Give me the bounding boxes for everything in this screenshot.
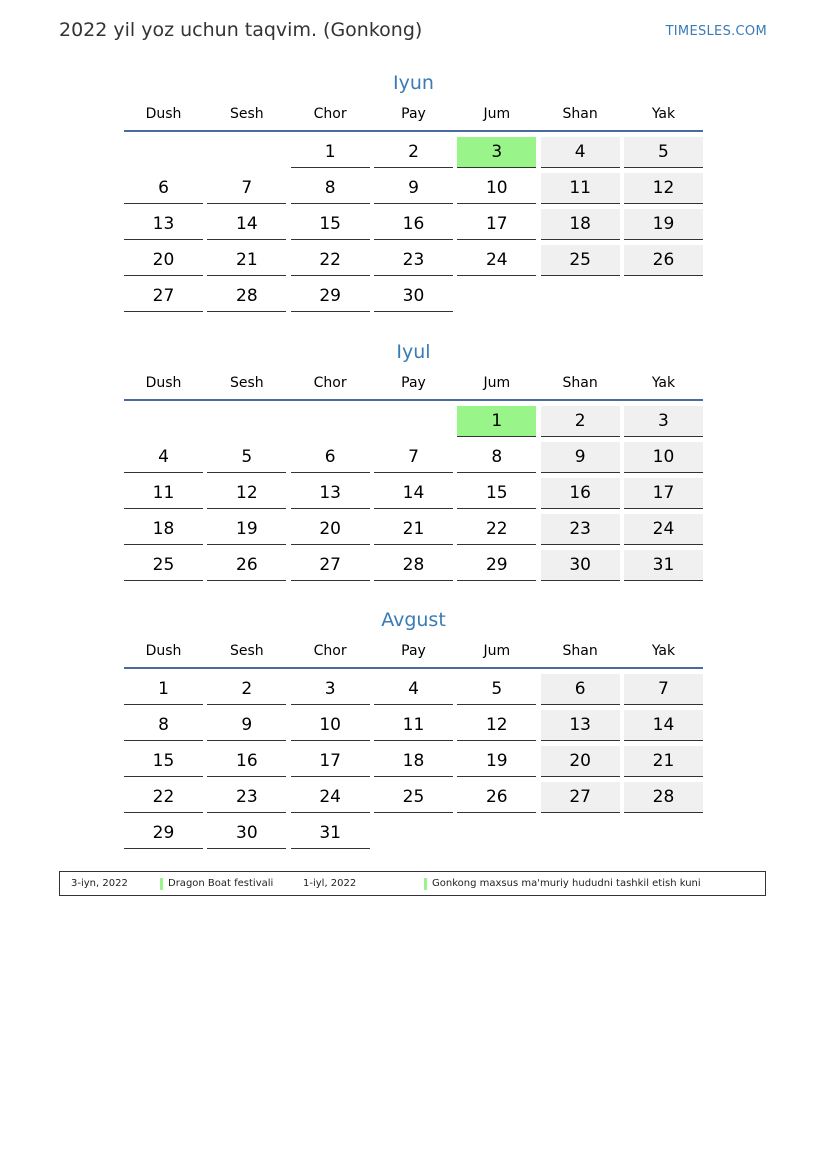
week-row (124, 209, 703, 245)
empty-day-cell (291, 406, 370, 437)
day-cell: 17 (457, 209, 536, 240)
empty-day-cell (541, 818, 620, 849)
day-cell: 26 (457, 782, 536, 813)
day-cell: 13 (541, 710, 620, 741)
day-cell: 24 (291, 782, 370, 813)
day-cell: 29 (124, 818, 203, 849)
day-cell: 20 (541, 746, 620, 777)
week-row (124, 674, 703, 710)
day-cell: 18 (541, 209, 620, 240)
day-cell: 20 (124, 245, 203, 276)
day-cell: 1 (124, 674, 203, 705)
day-cell: 31 (291, 818, 370, 849)
day-cell: 2 (207, 674, 286, 705)
day-cell: 9 (541, 442, 620, 473)
day-cell: 4 (541, 137, 620, 168)
day-cell: 24 (624, 514, 703, 545)
day-cell: 6 (291, 442, 370, 473)
weekday-label: Sesh (229, 106, 264, 122)
day-cell: 27 (124, 281, 203, 312)
weekday-label: Chor (313, 375, 347, 391)
week-row (124, 782, 703, 818)
day-cell: 14 (624, 710, 703, 741)
week-row (124, 281, 703, 317)
empty-day-cell (624, 818, 703, 849)
day-cell: 24 (457, 245, 536, 276)
day-cell: 6 (124, 173, 203, 204)
day-cell: 11 (541, 173, 620, 204)
holiday-color-marker (424, 878, 427, 890)
day-cell: 7 (624, 674, 703, 705)
day-cell: 30 (374, 281, 453, 312)
weekday-label: Shan (562, 643, 598, 659)
holiday-legend (59, 871, 766, 896)
month-name: Avgust (381, 609, 446, 631)
weeks-grid (124, 669, 703, 854)
day-cell: 5 (624, 137, 703, 168)
day-cell: 18 (374, 746, 453, 777)
day-cell: 21 (207, 245, 286, 276)
weekday-header-row (124, 98, 703, 132)
day-cell: 23 (374, 245, 453, 276)
day-cell: 8 (457, 442, 536, 473)
day-cell: 21 (624, 746, 703, 777)
day-cell: 22 (124, 782, 203, 813)
weekday-label: Dush (145, 643, 182, 659)
weekday-label: Shan (562, 375, 598, 391)
day-cell: 25 (374, 782, 453, 813)
weekday-label: Dush (145, 375, 182, 391)
weeks-grid (124, 132, 703, 317)
week-row (124, 245, 703, 281)
day-cell: 15 (124, 746, 203, 777)
day-cell: 29 (457, 550, 536, 581)
weekday-label: Jum (483, 375, 511, 391)
day-cell: 9 (374, 173, 453, 204)
weekday-label: Dush (145, 106, 182, 122)
day-cell: 14 (374, 478, 453, 509)
weekday-label: Shan (562, 106, 598, 122)
day-cell: 4 (374, 674, 453, 705)
day-cell: 12 (207, 478, 286, 509)
day-cell: 12 (457, 710, 536, 741)
weekday-header-row (124, 367, 703, 401)
month-june (124, 68, 703, 317)
empty-day-cell (457, 818, 536, 849)
week-row (124, 746, 703, 782)
day-cell: 28 (374, 550, 453, 581)
empty-day-cell (124, 137, 203, 168)
day-cell: 13 (124, 209, 203, 240)
day-cell: 19 (624, 209, 703, 240)
day-cell: 11 (124, 478, 203, 509)
site-link[interactable]: TIMESLES.COM (665, 24, 767, 39)
holiday-day-cell: 3 (457, 137, 536, 168)
holiday-day-cell: 1 (457, 406, 536, 437)
empty-day-cell (207, 137, 286, 168)
legend-date: 3-iyn, 2022 (71, 878, 128, 889)
empty-day-cell (374, 406, 453, 437)
empty-day-cell (207, 406, 286, 437)
weekday-label: Pay (401, 375, 426, 391)
day-cell: 16 (374, 209, 453, 240)
day-cell: 2 (374, 137, 453, 168)
day-cell: 20 (291, 514, 370, 545)
day-cell: 26 (207, 550, 286, 581)
day-cell: 30 (207, 818, 286, 849)
legend-holiday-name: Gonkong maxsus ma'muriy hududni tashkil etish kuni (432, 878, 701, 889)
day-cell: 11 (374, 710, 453, 741)
day-cell: 4 (124, 442, 203, 473)
day-cell: 27 (291, 550, 370, 581)
day-cell: 14 (207, 209, 286, 240)
day-cell: 17 (624, 478, 703, 509)
weekday-label: Chor (313, 106, 347, 122)
day-cell: 28 (207, 281, 286, 312)
week-row (124, 514, 703, 550)
day-cell: 12 (624, 173, 703, 204)
legend-date: 1-iyl, 2022 (303, 878, 357, 889)
weekday-label: Jum (483, 106, 511, 122)
day-cell: 31 (624, 550, 703, 581)
day-cell: 15 (457, 478, 536, 509)
day-cell: 15 (291, 209, 370, 240)
weekday-label: Chor (313, 643, 347, 659)
day-cell: 10 (291, 710, 370, 741)
day-cell: 10 (457, 173, 536, 204)
day-cell: 8 (291, 173, 370, 204)
day-cell: 21 (374, 514, 453, 545)
day-cell: 5 (207, 442, 286, 473)
day-cell: 16 (541, 478, 620, 509)
day-cell: 10 (624, 442, 703, 473)
weeks-grid (124, 401, 703, 586)
weekday-label: Yak (651, 643, 676, 659)
day-cell: 19 (207, 514, 286, 545)
day-cell: 26 (624, 245, 703, 276)
weekday-label: Pay (401, 643, 426, 659)
week-row (124, 137, 703, 173)
week-row (124, 406, 703, 442)
day-cell: 13 (291, 478, 370, 509)
weekday-label: Jum (483, 643, 511, 659)
empty-day-cell (124, 406, 203, 437)
page-title: 2022 yil yoz uchun taqvim. (Gonkong) (59, 19, 423, 41)
weekday-label: Yak (651, 106, 676, 122)
empty-day-cell (457, 281, 536, 312)
day-cell: 3 (291, 674, 370, 705)
day-cell: 25 (124, 550, 203, 581)
day-cell: 18 (124, 514, 203, 545)
month-name: Iyul (396, 341, 431, 363)
day-cell: 6 (541, 674, 620, 705)
week-row (124, 550, 703, 586)
day-cell: 3 (624, 406, 703, 437)
month-name: Iyun (393, 72, 434, 94)
day-cell: 7 (374, 442, 453, 473)
day-cell: 23 (541, 514, 620, 545)
week-row (124, 173, 703, 209)
day-cell: 29 (291, 281, 370, 312)
day-cell: 2 (541, 406, 620, 437)
day-cell: 28 (624, 782, 703, 813)
day-cell: 23 (207, 782, 286, 813)
legend-holiday-name: Dragon Boat festivali (168, 878, 274, 889)
weekday-header-row (124, 635, 703, 669)
day-cell: 27 (541, 782, 620, 813)
week-row (124, 478, 703, 514)
weekday-label: Sesh (229, 375, 264, 391)
week-row (124, 818, 703, 854)
day-cell: 5 (457, 674, 536, 705)
week-row (124, 442, 703, 478)
day-cell: 25 (541, 245, 620, 276)
weekday-label: Sesh (229, 643, 264, 659)
weekday-label: Yak (651, 375, 676, 391)
day-cell: 19 (457, 746, 536, 777)
day-cell: 16 (207, 746, 286, 777)
month-july (124, 337, 703, 586)
day-cell: 8 (124, 710, 203, 741)
day-cell: 22 (457, 514, 536, 545)
day-cell: 17 (291, 746, 370, 777)
weekday-label: Pay (401, 106, 426, 122)
day-cell: 30 (541, 550, 620, 581)
empty-day-cell (374, 818, 453, 849)
day-cell: 7 (207, 173, 286, 204)
day-cell: 9 (207, 710, 286, 741)
empty-day-cell (624, 281, 703, 312)
holiday-color-marker (160, 878, 163, 890)
day-cell: 22 (291, 245, 370, 276)
day-cell: 1 (291, 137, 370, 168)
week-row (124, 710, 703, 746)
empty-day-cell (541, 281, 620, 312)
month-august (124, 605, 703, 854)
